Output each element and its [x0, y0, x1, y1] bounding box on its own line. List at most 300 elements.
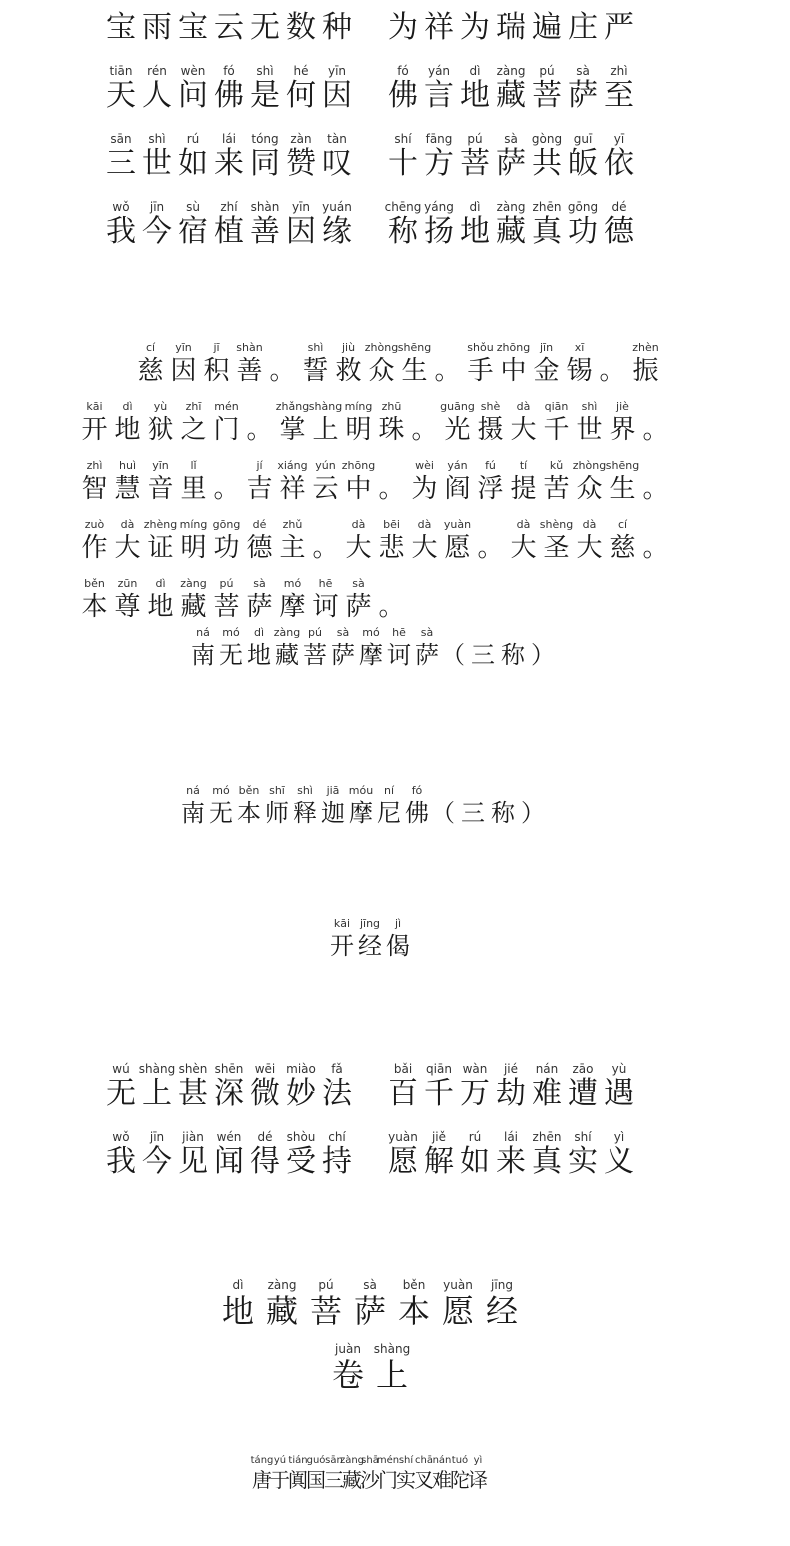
- pinyin: wǒ: [112, 1130, 130, 1144]
- pinyin: zhòng: [572, 459, 607, 472]
- hanzi: 南: [181, 799, 205, 827]
- hanzi: 微: [250, 1076, 280, 1111]
- ruby-char: [629, 341, 662, 387]
- hanzi: 偈: [386, 932, 410, 960]
- hanzi: 植: [214, 214, 244, 249]
- pinyin: wèi: [415, 459, 434, 472]
- pinyin: rú: [468, 1130, 482, 1144]
- hanzi: 萨: [353, 1292, 386, 1330]
- pinyin: shàng: [138, 1062, 176, 1076]
- ruby-char: [565, 64, 601, 114]
- pinyin: shèng: [539, 518, 574, 531]
- pinyin: jí: [256, 459, 263, 472]
- pinyin: yuàn: [443, 518, 472, 531]
- ruby-char: [493, 132, 529, 182]
- ruby-char: [573, 518, 606, 564]
- pinyin: běn: [402, 1278, 426, 1292]
- ruby-char: [415, 1454, 433, 1492]
- pinyin: běn: [84, 577, 105, 590]
- pinyin: shàng: [373, 1342, 411, 1356]
- punctuation: [596, 341, 629, 387]
- pinyin: shì: [581, 400, 598, 413]
- pinyin: shēng: [605, 459, 640, 472]
- pinyin: mén: [376, 1455, 400, 1466]
- ruby-char: [210, 577, 243, 623]
- pinyin: míng: [344, 400, 373, 413]
- hanzi: 因: [170, 356, 197, 386]
- hanzi: 闻: [214, 1144, 244, 1179]
- ruby-char: [457, 1062, 493, 1112]
- ruby-char: [370, 1342, 414, 1394]
- ruby-char: [283, 132, 319, 182]
- hanzi: 掌: [279, 415, 306, 445]
- ruby-char: [421, 1130, 457, 1180]
- pinyin: mó: [212, 784, 230, 797]
- ruby-char: [177, 459, 210, 505]
- hanzi: 深: [214, 1076, 244, 1111]
- hanzi: 叹: [322, 146, 352, 181]
- hanzi: 音: [147, 474, 174, 504]
- hanzi: 无: [219, 641, 243, 669]
- pinyin: wēi: [254, 1062, 276, 1076]
- hanzi: 万: [460, 1076, 490, 1111]
- ruby-char: [309, 577, 342, 623]
- hanzi: 众: [576, 474, 603, 504]
- hanzi: 善: [236, 356, 263, 386]
- hanzi: 难: [532, 1076, 562, 1111]
- hanzi: 解: [424, 1144, 454, 1179]
- hanzi: 世: [576, 415, 603, 445]
- ruby-char: [211, 1062, 247, 1112]
- ruby-char: [134, 341, 167, 387]
- ruby-char: [78, 577, 111, 623]
- ruby-char: [530, 341, 563, 387]
- hanzi: 狱: [147, 415, 174, 445]
- ruby-char: [497, 341, 530, 387]
- hanzi: 摩: [279, 592, 306, 622]
- ruby-char: [385, 132, 421, 182]
- pinyin: yuàn: [443, 1278, 473, 1292]
- ruby-char: [529, 132, 565, 182]
- pinyin: yīn: [291, 200, 311, 214]
- pinyin: jī: [213, 341, 220, 354]
- ruby-char: [413, 626, 441, 670]
- punctuation: [408, 400, 441, 446]
- ruby-char: [606, 459, 639, 505]
- pinyin: nán: [432, 1455, 452, 1466]
- ruby-char: [207, 784, 235, 828]
- hanzi: 。: [269, 356, 296, 386]
- hanzi: 慈: [609, 533, 636, 563]
- hanzi: 。: [642, 474, 669, 504]
- hanzi: 云: [214, 10, 244, 45]
- hanzi: 德: [604, 214, 634, 249]
- pinyin: guī: [573, 132, 593, 146]
- hanzi: 来: [214, 146, 244, 181]
- hanzi: 经: [358, 932, 382, 960]
- hanzi: 苦: [543, 474, 570, 504]
- hanzi: 地: [247, 641, 271, 669]
- hanzi: 称: [388, 214, 418, 249]
- ruby-char: [283, 64, 319, 114]
- pinyin: rú: [186, 132, 200, 146]
- ruby-char: [421, 64, 457, 114]
- pinyin: dì: [232, 1278, 244, 1292]
- hanzi: 慈: [137, 356, 164, 386]
- pinyin: sà: [576, 64, 590, 78]
- hanzi: 萨: [496, 146, 526, 181]
- ruby-char: [493, 1130, 529, 1180]
- ruby-char: [565, 1062, 601, 1112]
- hanzi: 宝: [106, 10, 136, 45]
- pinyin: mó: [362, 626, 380, 639]
- ruby-char: [474, 459, 507, 505]
- ruby-char: [347, 784, 375, 828]
- ruby-char: [403, 784, 431, 828]
- pinyin: dà: [516, 400, 531, 413]
- hanzi: 种: [322, 10, 352, 45]
- pinyin: mó: [222, 626, 240, 639]
- ruby-char: [421, 132, 457, 182]
- ruby-char: [493, 0, 529, 46]
- hanzi: 祥: [424, 10, 454, 45]
- pinyin: sù: [186, 200, 200, 214]
- ruby-char: [529, 0, 565, 46]
- hanzi: 萨: [415, 641, 439, 669]
- pinyin: tián: [288, 1455, 308, 1466]
- hanzi: 今: [142, 1144, 172, 1179]
- pinyin: pú: [467, 132, 483, 146]
- hanzi: 宿: [178, 214, 208, 249]
- pinyin: guāng: [440, 400, 475, 413]
- pinyin: gòng: [531, 132, 563, 146]
- ruby-char: [247, 1062, 283, 1112]
- ruby-char: [144, 518, 177, 564]
- pinyin: chí: [328, 1130, 346, 1144]
- pinyin: shì: [148, 132, 166, 146]
- hanzi: 义: [604, 1144, 634, 1179]
- hanzi: 浮: [477, 474, 504, 504]
- ruby-char: [319, 1062, 355, 1112]
- ruby-char: [175, 64, 211, 114]
- pinyin: shì: [307, 341, 324, 354]
- hanzi: 佛: [405, 799, 429, 827]
- hanzi: 。: [411, 415, 438, 445]
- hanzi: 德: [246, 533, 273, 563]
- pinyin: shēng: [397, 341, 432, 354]
- hanzi: 十: [388, 146, 418, 181]
- pinyin: zàng: [496, 200, 526, 214]
- pinyin: fǎ: [331, 1062, 343, 1076]
- hanzi: 。: [642, 415, 669, 445]
- ruby-char: [421, 200, 457, 250]
- pinyin: pú: [308, 626, 322, 639]
- ruby-char: [375, 784, 403, 828]
- pinyin: dì: [253, 626, 265, 639]
- ruby-char: [357, 626, 385, 670]
- pinyin: zhì: [86, 459, 103, 472]
- hanzi: 光: [444, 415, 471, 445]
- pinyin: zhū: [381, 400, 402, 413]
- pinyin: dé: [252, 518, 267, 531]
- hanzi: 菩: [213, 592, 240, 622]
- ruby-char: [332, 341, 365, 387]
- pinyin: sān: [110, 132, 132, 146]
- ruby-char: [211, 200, 247, 250]
- pinyin: fú: [485, 459, 496, 472]
- ruby-char: [111, 577, 144, 623]
- hanzi: 藏: [265, 1292, 298, 1330]
- hanzi: 大: [576, 533, 603, 563]
- pinyin: sà: [253, 577, 266, 590]
- ruby-char: [111, 518, 144, 564]
- hanzi: 遭: [568, 1076, 598, 1111]
- ruby-char: [103, 1130, 139, 1180]
- hanzi: 证: [147, 533, 174, 563]
- hanzi: 雨: [142, 10, 172, 45]
- ruby-char: [385, 200, 421, 250]
- hanzi: 严: [604, 10, 634, 45]
- ruby-char: [573, 459, 606, 505]
- hanzi: 译: [468, 1468, 488, 1492]
- hanzi: 愿: [444, 533, 471, 563]
- hanzi: 。: [213, 474, 240, 504]
- hanzi: 菩: [460, 146, 490, 181]
- ruby-char: [111, 459, 144, 505]
- hanzi: 为: [411, 474, 438, 504]
- ruby-char: [78, 518, 111, 564]
- pinyin: shòu: [286, 1130, 316, 1144]
- pinyin: dì: [469, 64, 481, 78]
- hanzi: 救: [335, 356, 362, 386]
- hanzi: 生: [609, 474, 636, 504]
- ruby-char: [103, 64, 139, 114]
- pinyin: wǒ: [112, 200, 130, 214]
- hanzi: 实: [568, 1144, 598, 1179]
- pinyin: shā: [361, 1455, 379, 1466]
- pinyin: zhèn: [632, 341, 659, 354]
- pinyin: ná: [196, 626, 210, 639]
- ruby-char: [271, 1454, 289, 1492]
- hanzi: 愿: [441, 1292, 474, 1330]
- hanzi: 中: [345, 474, 372, 504]
- ruby-char: [507, 459, 540, 505]
- ruby-char: [103, 1062, 139, 1112]
- ruby-char: [529, 200, 565, 250]
- hanzi: 扬: [424, 214, 454, 249]
- hanzi: 生: [401, 356, 428, 386]
- pinyin: jīng: [491, 1278, 513, 1292]
- hanzi: 问: [178, 78, 208, 113]
- hanzi: 遍: [532, 10, 562, 45]
- ruby-char: [103, 0, 139, 46]
- ruby-char: [177, 400, 210, 446]
- ruby-char: [211, 0, 247, 46]
- hanzi: 珠: [378, 415, 405, 445]
- hanzi: 摩: [349, 799, 373, 827]
- hanzi: 萨: [331, 641, 355, 669]
- hanzi: 。: [378, 592, 405, 622]
- hanzi: 言: [424, 78, 454, 113]
- pinyin: cí: [617, 518, 628, 531]
- hanzi: 诃: [387, 641, 411, 669]
- punctuation: [375, 577, 408, 623]
- hanzi: 上: [142, 1076, 172, 1111]
- hanzi: 为: [388, 10, 418, 45]
- pinyin: dà: [582, 518, 597, 531]
- pinyin: běn: [238, 784, 260, 797]
- ruby-char: [606, 518, 639, 564]
- pinyin: zhèng: [143, 518, 178, 531]
- pinyin: pú: [219, 577, 234, 590]
- ruby-char: [144, 577, 177, 623]
- verse-top: [0, 0, 790, 250]
- pinyin: yuán: [322, 200, 352, 214]
- ruby-char: [301, 626, 329, 670]
- ruby-char: [210, 400, 243, 446]
- ruby-char: [601, 1062, 637, 1112]
- pinyin: lái: [503, 1130, 519, 1144]
- hanzi: 明: [345, 415, 372, 445]
- hanzi: 无: [250, 10, 280, 45]
- hanzi: 经: [485, 1292, 518, 1330]
- hanzi: 众: [368, 356, 395, 386]
- hanzi: 皈: [568, 146, 598, 181]
- pinyin: shí: [394, 132, 412, 146]
- pinyin: shàng: [308, 400, 343, 413]
- hanzi: 甚: [178, 1076, 208, 1111]
- hanzi: 慧: [114, 474, 141, 504]
- pinyin: fó: [223, 64, 235, 78]
- ruby-char: [211, 1130, 247, 1180]
- pinyin: xī: [574, 341, 585, 354]
- pinyin: shàn: [250, 200, 280, 214]
- hanzi: 瑞: [496, 10, 526, 45]
- pinyin: zhī: [185, 400, 202, 413]
- hanzi: 是: [250, 78, 280, 113]
- ruby-char: [289, 1454, 307, 1492]
- hanzi: 金: [533, 356, 560, 386]
- verse-line: [0, 1112, 790, 1180]
- hanzi: 因: [286, 214, 316, 249]
- hanzi: 遇: [604, 1076, 634, 1111]
- ruby-char: [139, 64, 175, 114]
- ruby-char: [328, 917, 356, 961]
- ruby-char: [139, 200, 175, 250]
- pinyin: sà: [363, 1278, 377, 1292]
- pinyin: mó: [283, 577, 302, 590]
- hanzi: 开: [81, 415, 108, 445]
- hanzi: 本: [237, 799, 261, 827]
- pinyin: zàn: [290, 132, 312, 146]
- hanzi: 藏: [496, 214, 526, 249]
- pinyin: sà: [336, 626, 350, 639]
- pinyin: nán: [535, 1062, 559, 1076]
- hanzi: 界: [609, 415, 636, 445]
- hanzi: 地: [460, 214, 490, 249]
- ruby-char: [601, 64, 637, 114]
- pinyin: chēng: [384, 200, 422, 214]
- volume-label: [0, 1342, 790, 1394]
- ruby-char: [283, 200, 319, 250]
- hanzi: 善: [250, 214, 280, 249]
- ruby-char: [408, 459, 441, 505]
- hanzi: 萨: [246, 592, 273, 622]
- pinyin: hé: [293, 64, 309, 78]
- pinyin: wàn: [462, 1062, 488, 1076]
- ruby-char: [384, 917, 412, 961]
- hanzi: 叉: [414, 1468, 434, 1492]
- ruby-char: [606, 400, 639, 446]
- ruby-char: [493, 64, 529, 114]
- pinyin: míng: [179, 518, 208, 531]
- ruby-char: [565, 132, 601, 182]
- ruby-char: [247, 1130, 283, 1180]
- hanzi: 佛: [388, 78, 418, 113]
- ruby-char: [243, 518, 276, 564]
- pinyin: tóng: [251, 132, 279, 146]
- ruby-char: [441, 459, 474, 505]
- pinyin: jiù: [341, 341, 356, 354]
- pinyin: dì: [155, 577, 166, 590]
- pinyin: shì: [297, 784, 313, 797]
- ruby-char: [243, 459, 276, 505]
- pinyin: zhǎng: [275, 400, 310, 413]
- ruby-char: [319, 784, 347, 828]
- recite-three-times-note: （三称）: [441, 641, 561, 669]
- hanzi: 。: [642, 533, 669, 563]
- ruby-char: [307, 1454, 325, 1492]
- hanzi: 明: [180, 533, 207, 563]
- ruby-char: [342, 459, 375, 505]
- ruby-char: [283, 1130, 319, 1180]
- pinyin: lǐ: [190, 459, 197, 472]
- pinyin: zhòng: [364, 341, 399, 354]
- hanzi: 持: [322, 1144, 352, 1179]
- punctuation: [639, 518, 672, 564]
- ruby-char: [78, 400, 111, 446]
- pinyin: tàn: [327, 132, 347, 146]
- ruby-char: [304, 1278, 348, 1330]
- pinyin: yún: [315, 459, 336, 472]
- ruby-char: [263, 784, 291, 828]
- ruby-char: [175, 200, 211, 250]
- hanzi: 大: [114, 533, 141, 563]
- praise-line: [0, 446, 790, 505]
- hanzi: 陀: [450, 1468, 470, 1492]
- ruby-char: [175, 132, 211, 182]
- translator-line: [0, 1454, 790, 1492]
- ruby-char: [309, 400, 342, 446]
- ruby-char: [348, 1278, 392, 1330]
- ruby-char: [385, 1062, 421, 1112]
- ruby-char: [309, 459, 342, 505]
- hanzi: 地: [147, 592, 174, 622]
- praise-line: [0, 387, 790, 446]
- hanzi: 大: [510, 533, 537, 563]
- hanzi: 同: [250, 146, 280, 181]
- ruby-char: [139, 132, 175, 182]
- pinyin: dì: [469, 200, 481, 214]
- hanzi: 至: [604, 78, 634, 113]
- pinyin: shí: [574, 1130, 592, 1144]
- ruby-char: [457, 64, 493, 114]
- hanzi: 藏: [496, 78, 526, 113]
- pinyin: yán: [447, 459, 468, 472]
- hanzi: 数: [286, 10, 316, 45]
- ruby-char: [216, 1278, 260, 1330]
- hanzi: 阗: [288, 1468, 308, 1492]
